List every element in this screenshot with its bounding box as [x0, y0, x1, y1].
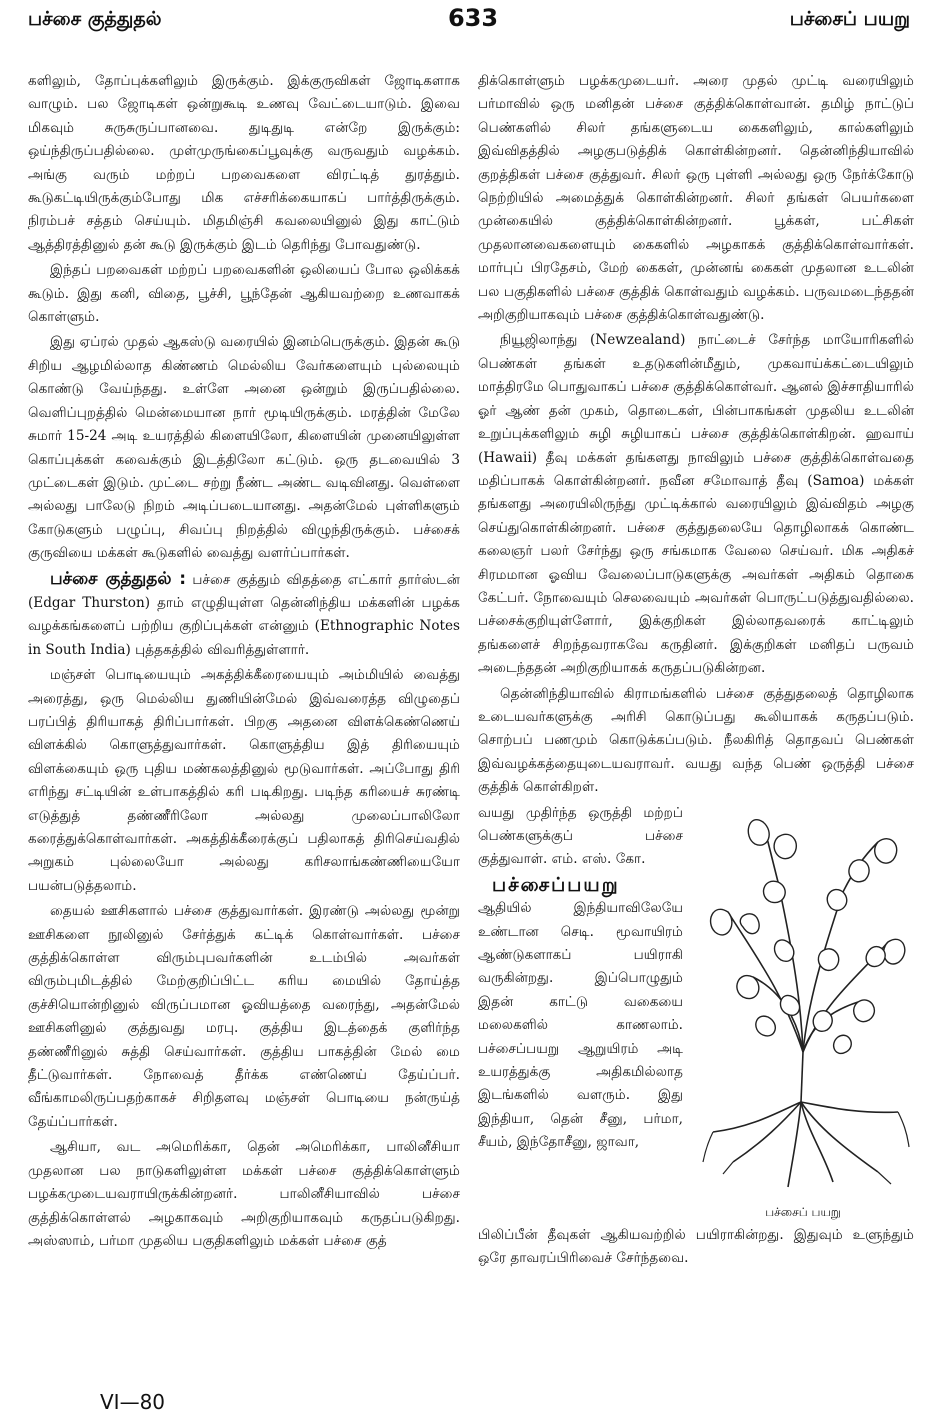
paragraph: தென்னிந்தியாவில் கிராமங்களில் பச்சை குத்துதலைத் தொழிலாக உடையவர்களுக்கு அரிசி கொடுப்பது கூலியாகக் கருதப்படும். சொற்பப் பணமும் கொடுக்கப்படும். நீலகிரித் தொதவப் பெண்கள் இவ்வழக்கத்தையுடையவராவர். வயது வந்த பெண் ஒருத்தி பச்சை குத்திக் கொள்கிறள். — [478, 685, 914, 796]
paragraph: ஆசியா, வட அமெரிக்கா, தென் அமெரிக்கா, பாலினீசியா முதலான பல நாடுகளிலுள்ள மக்கள் பச்சை குத்திக்கொள்ளும் பழக்கமுடையவராயிருக்கின்றனர். பாலினீசியாவில் பச்சை குத்திக்கொள்ளல் அழகாகவும் அறிகுறியாகவும் கருதப்படுகிறது. அஸ்ஸாம், பர்மா முதலிய பகுதிகளிலும் மக்கள் பச்சை குத் — [28, 1139, 460, 1249]
entry-heading-green-gram: பச்சைப்பயறு — [492, 873, 620, 896]
page-number: 633 — [447, 4, 499, 32]
wrap-text — [478, 802, 683, 1224]
paragraph: இது ஏப்ரல் முதல் ஆகஸ்டு வரையில் இனம்பெருக்கும். இதன் கூடு சிறிய ஆழமில்லாத கிண்ணம் மெல்லிய வேர்களையும் புல்லையும் கொண்டு வேய்ந்தது. உள்ளே அனை ஒன்றும் இருப்பதில்லை. வெளிப்புறத்தில் மென்மையான நார் மூடியிருக்கும். மரத்தின் மேலே சுமார் 15-24 அடி உயரத்தில் கிளையிலோ, கிளையின் முனையிலுள்ள கொப்புக்கள் கவைக்கும் இடத்திலோ கட்டும். ஒரு தடவையில் 3 முட்டைகள் இடும். முட்டை சற்று நீண்ட அண்ட வடிவினது. வெள்ளை அல்லது பாலேடு நிறம் அடிப்படையானது. அதன்மேல் புள்ளிகளும் கோடுகளும் பழுப்பு, சிவப்பு நிறத்தில் விழுந்திருக்கும். பச்சைக் குருவியை மக்கள் கூடுகளில் வைத்து வளர்ப்பார்கள். — [28, 334, 460, 562]
paragraph: தையல் ஊசிகளால் பச்சை குத்துவார்கள். இரண்டு அல்லது மூன்று ஊசிகளை நூலினுல் சேர்த்துக் கட்டிக் கொள்வார்கள். பச்சை குத்திக்கொள்ள விரும்புபவர்களின் உடம்பில் அவர்கள் விரும்புமிடத்தில் மேற்குறிப்பிட்ட கரிய மையில் தோய்த்த குச்சியொன்றினுல் விருப்பமான ஓவியத்தை வரைந்து, அதன்மேல் ஊசிகளினுல் குத்துவது மரபு. குத்திய இடத்தைக் குளிர்ந்த தண்ணீரினுல் சுத்தி செய்வார்கள். குத்திய பாகத்தின் மேல் மை தீட்டுவார்கள். நோவைத் தீர்க்க எண்ணெய் தேய்ப்பர். வீங்காமலிருப்பதற்காகச் சிறிதளவு மஞ்சள் பொடியை நன்ருய்த் தேய்ப்பார்கள். — [28, 903, 460, 1130]
paragraph: நியூஜிலாந்து (Newzealand) நாட்டைச் சேர்ந்த மாயோரிகளில் பெண்கள் தங்கள் உதடுகளின்மீதும், முகவாய்க்கட்டையிலும் மாத்திரமே பொதுவாகப் பச்சை குத்திக்கொள்வர். ஆனல் இச்சாதியாரில் ஓர் ஆண் தன் முகம், தொடைகள், பின்பாகங்கள் முதலிய உடலின் உறுப்புக்களிலும் சுழி சுழியாகப் பச்சை குத்திக்கொள்கிறன். ஹவாய் (Hawaii) தீவு மக்கள் தங்களது நாவிலும் பச்சை குத்திக்கொள்வதை மதிப்பாகக் கொள்கின்றனர். நவீன சமோவாத் தீவு (Samoa) மக்கள் தங்களது அரையிலிருந்து முட்டிக்கால் வரையிலும் இவ்விதம் அழகு செய்துகொள்கின்றனர். பச்சை குத்துதலையே தொழிலாகக் கொண்ட கலைஞர் பலர் சேர்ந்து ஒரு சங்கமாக வேலை செய்வர். மிக அதிகச் சிரமமான ஓவிய வேலைப்பாடுகளுக்கு அவர்கள் அதிகம் தொகை கேட்பர். நோவையும் செலவையும் அவர்கள் பொருட்படுத்துவதில்லை. பச்சைக்குறியுள்ளோர், இக்குறிகள் இல்லாதவரைக் காட்டிலும் தங்களைச் சிறந்தவராகவே கருதினர். இக்குறிகள் மனிதப் பருவம் அடைந்ததன் அறிகுறியாகக் கருதப்படுகின்றன. — [478, 332, 914, 677]
entry-heading-tattooing: பச்சை குத்துதல் : — [50, 568, 187, 589]
header-left-keyword: பச்சை குத்துதல் — [28, 8, 162, 30]
paragraph: ஆதியில் இந்தியாவிலேயே உண்டான செடி. மூவாயிரம் ஆண்டுகளாகப் பயிராகி வருகின்றது. இப்பொழுதும் இதன் காட்டு வகையை மலைகளில் காணலாம். பச்சைப்பயறு ஆறுயிரம் அடி உயரத்துக்கு அதிகமில்லாத இடங்களில் வளரும். இது இந்தியா, தென் சீனு, பர்மா, சீயம், இந்தோசீனு, ஜாவா, — [478, 900, 683, 1151]
figure-wrap-row — [478, 802, 914, 1224]
figure-caption: பச்சைப் பயறு — [765, 1204, 841, 1219]
paragraph: மஞ்சள் பொடியையும் அகத்திக்கீரையையும் அம்மியில் வைத்து அரைத்து, ஒரு மெல்லிய துணியின்மேல் இவ்வரைத்த விழுதைப் பரப்பித் திரியாகத் திரிப்பார்கள். பிறகு அதனை விளக்கெண்ணெய் விளக்கில் கொளுத்துவார்கள். கொளுத்திய இத் திரியையும் விளக்கையும் ஒரு புதிய மண்கலத்தினுல் மூடுவார்கள். அப்போது திரி எரிந்து சட்டியின் உள்பாகத்தில் கரி படிகிறது. படிந்த கரியைச் சுரண்டி எடுத்துத் தண்ணீரிலோ அல்லது முலைப்பாலிலோ கரைத்துக்கொள்வார்கள். அகத்திக்கீரைக்குப் பதிலாகத் திரிசெய்வதில் அறுகம் புல்லையோ அல்லது கரிசலாங்கண்ணியையோ பயன்படுத்தலாம். — [28, 667, 460, 894]
header-right-keyword: பச்சைப் பயறு — [789, 8, 910, 30]
paragraph: வயது முதிர்ந்த ஒருத்தி மற்றப் பெண்களுக்குப் பச்சை குத்துவாள். எம். எஸ். கோ. — [478, 804, 683, 868]
green-gram-plant-drawing — [693, 802, 913, 1197]
paragraph: இந்தப் பறவைகள் மற்றப் பறவைகளின் ஒலியைப் போல ஒலிக்கக் கூடும். இது கனி, விதை, பூச்சி, பூந்தேன் ஆகியவற்றை உணவாகக் கொள்ளும். — [28, 262, 460, 326]
right-column — [478, 70, 914, 1400]
paragraph: பிலிப்பீன் தீவுகள் ஆகியவற்றில் பயிராகின்றது. இதுவும் உளுந்தும் ஒரே தாவரப்பிரிவைச் சேர்ந்தவை. — [478, 1227, 914, 1267]
paragraph: களிலும், தோப்புக்களிலும் இருக்கும். இக்குருவிகள் ஜோடிகளாக வாழும். பல ஜோடிகள் ஒன்றுகூடி உணவு வேட்டையாடும். இவை மிகவும் சுருசுருப்பானவை. துடிதுடி என்றே இருக்கும்: ஒய்ந்திருப்பதில்லை. முள்முருங்கைப்பூவுக்கு வருவதும் வழக்கம். அங்கு வரும் மற்றப் பறவைகளை விரட்டித் துரத்தும். கூடுகட்டியிருக்கும்போது மிக எச்சரிக்கையாகப் பார்த்திருக்கும். நிரம்பச் சத்தம் செய்யும். மிதமிஞ்சி கவலையினுல் இது காட்டும் ஆத்திரத்தினுல் தன் கூடு இருக்கும் இடம் தெரிந்து போவதுண்டு. — [28, 73, 460, 253]
left-column — [28, 70, 460, 1380]
volume-footer: VI—80 — [100, 1390, 166, 1414]
plant-illustration — [693, 802, 913, 1224]
entry-text: பச்சை குத்தும் விதத்தை எட்கார் தார்ஸ்டன் (Edgar Thurston) தாம் எழுதியுள்ள தென்னிந்திய மக்களின் பழக்க வழக்கங்களைப் பற்றிய குறிப்புக்கள் என்னும் (Ethnographic Notes in South India) புத்தகத்தில் விவரித்துள்ளார். — [28, 571, 460, 658]
paragraph: திக்கொள்ளும் பழக்கமுடையர். அரை முதல் முட்டி வரையிலும் பர்மாவில் ஒரு மனிதன் பச்சை குத்திக்கொள்வான். தமிழ் நாட்டுப் பெண்களில் சிலர் தங்களுடைய கைகளிலும், கால்களிலும் இவ்விதத்தில் அழகுபடுத்திக் கொள்கின்றனர். தென்னிந்தியாவில் குறத்திகள் பச்சை குத்துவர். சிலர் ஒரு புள்ளி அல்லது ஒரு நேர்க்கோடு நெற்றியில் அமைத்துக் கொள்கின்றனர். சிலர் தங்கள் பெயர்களை முன்கையில் குத்திக்கொள்கின்றனர். பூக்கள், பட்சிகள் முதலானவைகளையும் கைகளில் அழகாகக் குத்திக்கொள்வார்கள். மார்புப் பிரதேசம், மேற் கைகள், முன்னங் கைகள் முதலான உடலின் பல பகுதிகளில் பச்சை குத்திக் கொள்வதும் வழக்கம். பருவமடைந்ததன் அறிகுறியாகவும் பச்சை குத்திக்கொள்வதுண்டு. — [478, 73, 914, 324]
entry-paragraph-tattooing — [28, 568, 460, 663]
page-header — [28, 4, 910, 44]
